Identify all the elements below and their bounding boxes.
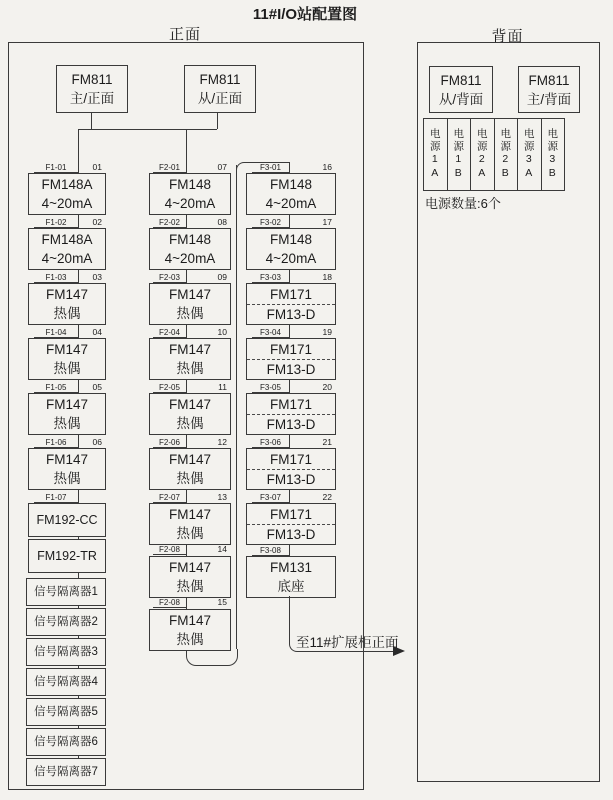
power-cell: 电源2A	[470, 119, 494, 190]
slot-label-row: F2-08 14	[149, 543, 229, 555]
slot-label-row: F2-07 13	[149, 491, 229, 503]
module-box-fm171: FM171 FM13-D	[246, 503, 336, 545]
module-box-fm192-cc: FM192-CC	[28, 503, 106, 537]
slot-label-row: F1-03 03	[28, 271, 104, 283]
signal-isolator-box: 信号隔离器4	[26, 668, 106, 696]
module-box: FM147 热偶	[149, 448, 231, 490]
slot-label-row: F3-03 18	[246, 271, 334, 283]
signal-isolator-box: 信号隔离器6	[26, 728, 106, 756]
power-cell: 电源1A	[428, 128, 441, 181]
signal-isolator-box: 信号隔离器7	[26, 758, 106, 786]
power-cell: 电源1B	[447, 119, 471, 190]
signal-isolator-box: 信号隔离器3	[26, 638, 106, 666]
slot-label-row: F2-05 11	[149, 381, 229, 393]
connector-line	[91, 111, 92, 129]
connector-line	[217, 111, 218, 129]
column2-to-column3-u-turn	[186, 649, 238, 666]
controller-fm811-slave-back: FM811 从/背面	[429, 66, 493, 113]
controller-fm811-master-front: FM811 主/正面	[56, 65, 128, 113]
power-count-text: 电源数量:6个	[425, 196, 501, 211]
module-box: FM147 热偶	[149, 338, 231, 380]
slot-label-row: F1-05 05	[28, 381, 104, 393]
module-box-fm171: FM171 FM13-D	[246, 283, 336, 325]
module-box: FM147 热偶	[28, 338, 106, 380]
controller-fm811-slave-front: FM811 从/正面	[184, 65, 256, 113]
module-box: FM148 4~20mA	[246, 228, 336, 270]
slot-label-row: F2-08 15	[149, 596, 229, 608]
signal-isolator-box: 信号隔离器1	[26, 578, 106, 606]
slot-label-row: F3-05 20	[246, 381, 334, 393]
module-box: FM147 热偶	[149, 393, 231, 435]
riser-line	[236, 165, 237, 649]
module-box: FM147 热偶	[28, 448, 106, 490]
power-supply-table	[423, 118, 565, 191]
front-panel	[8, 42, 399, 790]
module-box-fm171: FM171 FM13-D	[246, 448, 336, 490]
back-panel-label: 背面	[491, 28, 524, 45]
module-box: FM148 4~20mA	[149, 228, 231, 270]
slot-label-row: F2-03 09	[149, 271, 229, 283]
signal-isolator-box: 信号隔离器2	[26, 608, 106, 636]
module-box: FM147 热偶	[28, 393, 106, 435]
slot-label-row: F3-04 19	[246, 326, 334, 338]
module-box-fm171: FM171 FM13-D	[246, 338, 336, 380]
module-box-fm131: FM131 底座	[246, 556, 336, 598]
slot-label-row: F3-02 17	[246, 216, 334, 228]
power-cell: 电源3A	[517, 119, 541, 190]
module-box: FM147 热偶	[149, 283, 231, 325]
power-cell: 电源2B	[494, 119, 518, 190]
signal-isolator-box: 信号隔离器5	[26, 698, 106, 726]
slot-label-row: F1-07	[28, 491, 104, 503]
module-box: FM147 热偶	[149, 503, 231, 545]
slot-label-row: F3-01 16	[246, 161, 334, 173]
slot-label-row: F2-04 10	[149, 326, 229, 338]
back-panel	[417, 42, 600, 782]
slot-label-row: F1-02 02	[28, 216, 104, 228]
module-box: FM148 4~20mA	[246, 173, 336, 215]
module-box: FM148A 4~20mA	[28, 228, 106, 270]
module-box: FM148 4~20mA	[149, 173, 231, 215]
slot-label-row: F3-07 22	[246, 491, 334, 503]
slot-label-row: F2-06 12	[149, 436, 229, 448]
controller-fm811-master-back: FM811 主/背面	[518, 66, 580, 113]
slot-label-row: F1-01 01	[28, 161, 104, 173]
slot-label-row: F2-02 08	[149, 216, 229, 228]
slot-label-row: F3-08	[246, 544, 334, 556]
slot-label-row: F2-01 07	[149, 161, 229, 173]
slot-label-row: F3-06 21	[246, 436, 334, 448]
module-box: FM147 热偶	[28, 283, 106, 325]
module-box: FM147 热偶	[149, 609, 231, 651]
module-box-fm192-tr: FM192-TR	[28, 539, 106, 573]
expansion-cabinet-arrow-label: 至11#扩展柜正面	[296, 635, 399, 650]
module-box: FM147 热偶	[149, 556, 231, 598]
front-panel-label: 正面	[168, 26, 201, 43]
page-title: 11#I/O站配置图	[252, 6, 358, 23]
module-box-fm171: FM171 FM13-D	[246, 393, 336, 435]
bus-line	[78, 129, 217, 130]
power-cell: 电源3B	[541, 119, 565, 190]
slot-label-row: F1-06 06	[28, 436, 104, 448]
slot-label-row: F1-04 04	[28, 326, 104, 338]
module-box: FM148A 4~20mA	[28, 173, 106, 215]
